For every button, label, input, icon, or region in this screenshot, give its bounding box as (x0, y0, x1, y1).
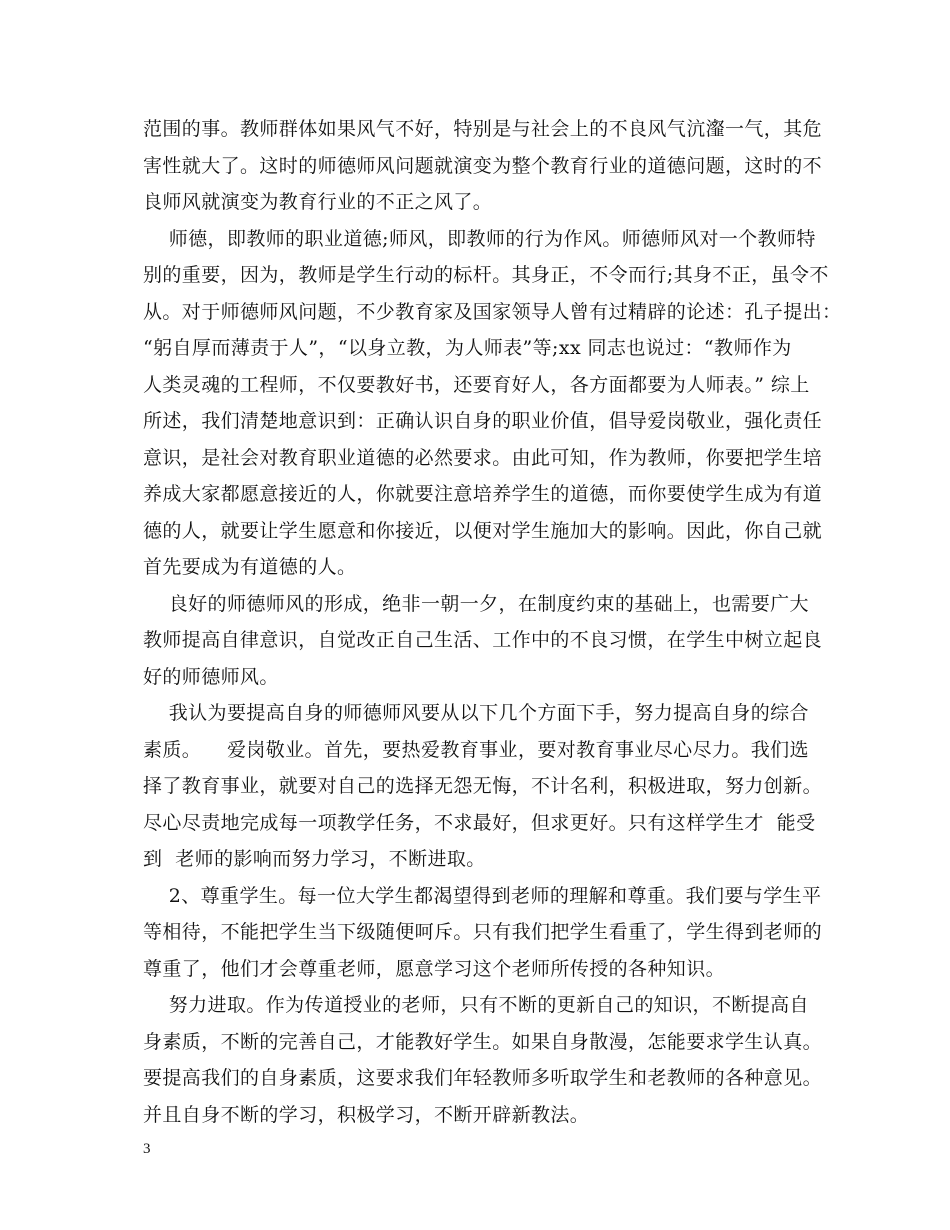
text-line: 所述，我们清楚地意识到：正确认识自身的职业价值，倡导爱岗敬业，强化责任 (143, 410, 823, 432)
text-line: 范围的事。教师群体如果风气不好，特别是与社会上的不良风气沆瀣一气，其危 (143, 118, 823, 140)
text-line: 到 老师的影响而努力学习，不断进取。 (143, 848, 486, 870)
text-line: 良师风就演变为教育行业的不正之风了。 (143, 191, 493, 213)
text-line: 尊重了，他们才会尊重老师，愿意学习这个老师所传授的各种知识。 (143, 958, 726, 980)
text-line: 2、尊重学生。每一位大学生都渴望得到老师的理解和尊重。我们要与学生平 (143, 885, 822, 907)
text-line: 从。对于师德师风问题，不少教育家及国家领导人曾有过精辟的论述：孔子提出： (143, 301, 842, 323)
text-line: “躬自厚而薄责于人”，“以身立教，为人师表”等;xx 同志也说过：“教师作为 (143, 337, 792, 359)
text-line: 教师提高自律意识，自觉改正自己生活、工作中的不良习惯，在学生中树立起良 (143, 629, 823, 651)
text-line: 尽心尽责地完成每一项教学任务，不求最好，但求更好。只有这样学生才 能受 (143, 812, 816, 834)
text-line: 别的重要，因为，教师是学生行动的标杆。其身正，不令而行;其身不正，虽令不 (143, 264, 829, 286)
page-number: 3 (143, 1141, 151, 1157)
text-line: 德的人，就要让学生愿意和你接近，以便对学生施加大的影响。因此，你自己就 (143, 520, 823, 542)
text-line: 择了教育事业，就要对自己的选择无怨无悔，不计名利，积极进取，努力创新。 (143, 775, 823, 797)
text-line: 养成大家都愿意接近的人，你就要注意培养学生的道德，而你要使学生成为有道 (143, 483, 823, 505)
text-line: 好的师德师风。 (143, 666, 279, 688)
text-line: 害性就大了。这时的师德师风问题就演变为整个教育行业的道德问题，这时的不 (143, 155, 823, 177)
text-line: 良好的师德师风的形成，绝非一朝一夕，在制度约束的基础上，也需要广大 (143, 593, 809, 615)
text-line: 素质。 爱岗敬业。首先，要热爱教育事业，要对教育事业尽心尽力。我们选 (143, 739, 809, 761)
text-line: 身素质，不断的完善自己，才能教好学生。如果自身散漫，怎能要求学生认真。 (143, 1031, 823, 1053)
text-line: 首先要成为有道德的人。 (143, 556, 357, 578)
text-line: 师德，即教师的职业道德;师风，即教师的行为作风。师德师风对一个教师特 (143, 228, 816, 250)
text-line: 等相待，不能把学生当下级随便呵斥。只有我们把学生看重了，学生得到老师的 (143, 921, 823, 943)
text-line: 我认为要提高自身的师德师风要从以下几个方面下手，努力提高自身的综合 (143, 702, 809, 724)
text-line: 要提高我们的自身素质，这要求我们年轻教师多听取学生和老教师的各种意见。 (143, 1067, 823, 1089)
text-line: 努力进取。作为传道授业的老师，只有不断的更新自己的知识，不断提高自 (143, 994, 809, 1016)
text-line: 意识，是社会对教育职业道德的必然要求。由此可知，作为教师，你要把学生培 (143, 447, 823, 469)
text-line: 人类灵魂的工程师，不仅要教好书，还要育好人，各方面都要为人师表。” 综上 (143, 374, 810, 396)
text-line: 并且自身不断的学习，积极学习，不断开辟新教法。 (143, 1104, 590, 1126)
